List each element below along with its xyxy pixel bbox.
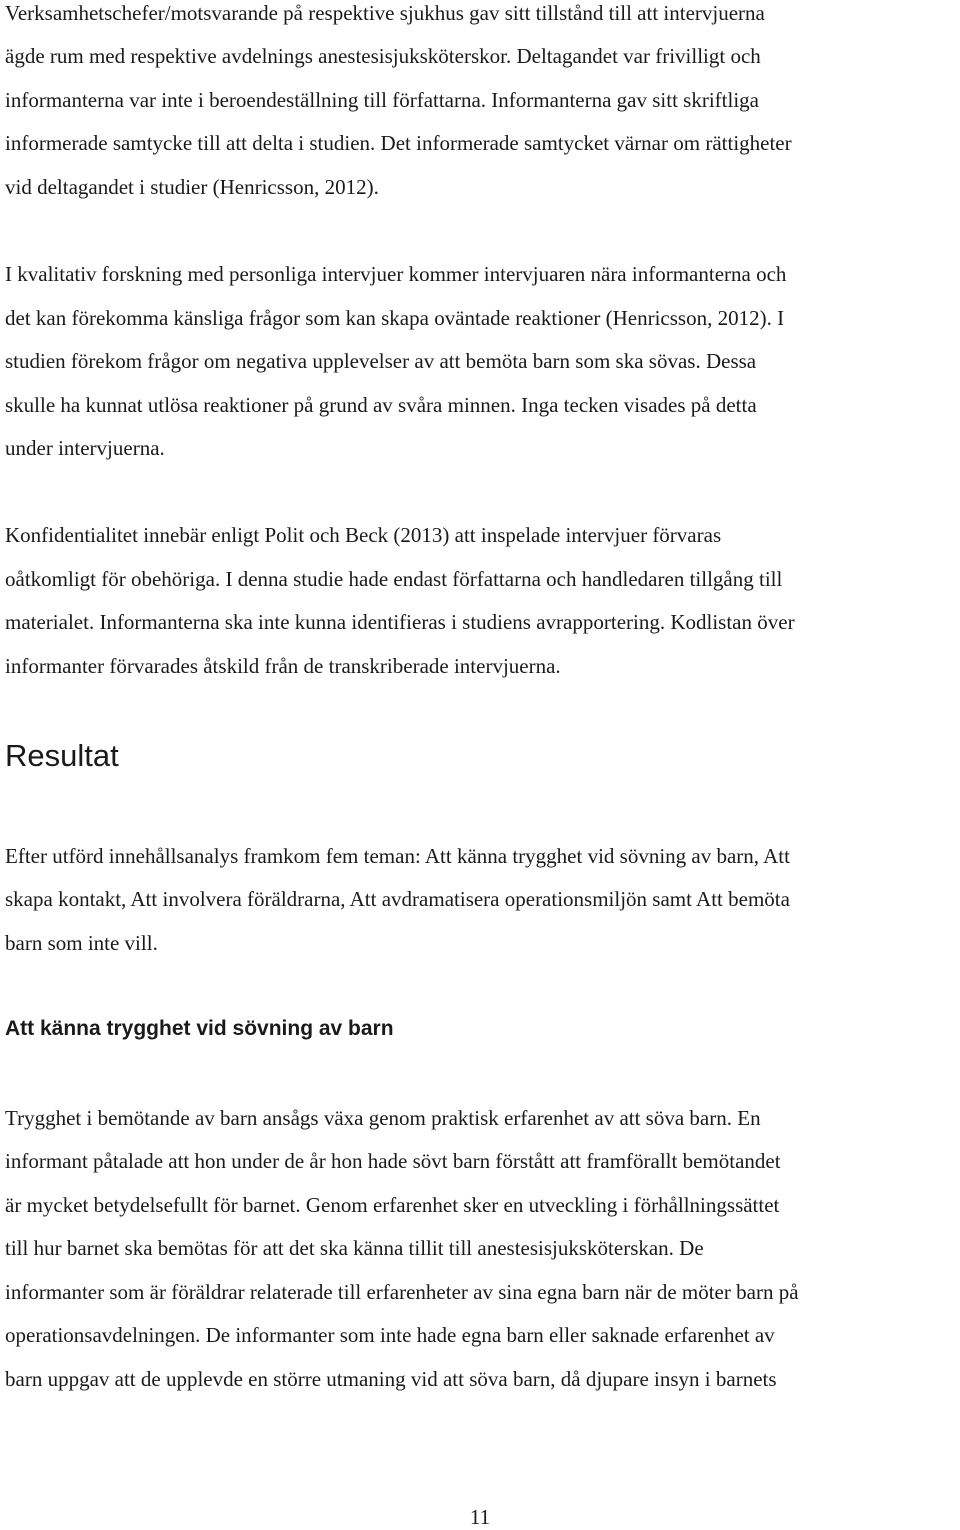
text-line: I kvalitativ forskning med personliga intervjuer kommer intervjuaren nära informanterna och <box>5 262 787 286</box>
subsection-heading-trygghet: Att känna trygghet vid sövning av barn <box>5 1017 394 1040</box>
text-line: operationsavdelningen. De informanter som inte hade egna barn eller saknade erfarenhet av <box>5 1323 775 1347</box>
text-line: vid deltagandet i studier (Henricsson, 2012). <box>5 175 379 199</box>
text-line: är mycket betydelsefullt för barnet. Genom erfarenhet sker en utveckling i förhållningssättet <box>5 1193 780 1217</box>
text-line: till hur barnet ska bemötas för att det ska känna tillit till anestesisjuksköterskan. De <box>5 1236 704 1260</box>
text-line: oåtkomligt för obehöriga. I denna studie hade endast författarna och handledaren tillgång till <box>5 567 783 591</box>
text-line: informerade samtycke till att delta i studien. Det informerade samtycket värnar om rättigheter <box>5 131 792 155</box>
text-line: barn som inte vill. <box>5 931 158 955</box>
text-line: materialet. Informanterna ska inte kunna identifieras i studiens avrapportering. Kodlistan över <box>5 610 795 634</box>
text-line: ägde rum med respektive avdelnings anestesisjuksköterskor. Deltagandet var frivilligt och <box>5 44 761 68</box>
text-line: informanterna var inte i beroendeställning till författarna. Informanterna gav sitt skriftliga <box>5 88 759 112</box>
text-line: under intervjuerna. <box>5 436 165 460</box>
section-heading-resultat: Resultat <box>5 738 119 773</box>
text-line: skapa kontakt, Att involvera föräldrarna, Att avdramatisera operationsmiljön samt Att bemöta <box>5 887 790 911</box>
text-line: informanter förvarades åtskild från de transkriberade intervjuerna. <box>5 654 561 678</box>
text-line: Trygghet i bemötande av barn ansågs växa genom praktisk erfarenhet av att söva barn. En <box>5 1106 761 1130</box>
text-line: informanter som är föräldrar relaterade till erfarenheter av sina egna barn när de möter barn på <box>5 1280 799 1304</box>
text-line: studien förekom frågor om negativa upplevelser av att bemöta barn som ska sövas. Dessa <box>5 349 757 373</box>
page-number: 11 <box>469 1505 491 1529</box>
text-line: Konfidentialitet innebär enligt Polit och Beck (2013) att inspelade intervjuer förvaras <box>5 523 722 547</box>
text-line: Efter utförd innehållsanalys framkom fem teman: Att känna trygghet vid sövning av barn, Att <box>5 844 790 868</box>
text-line: det kan förekomma känsliga frågor som kan skapa oväntade reaktioner (Henricsson, 2012). I <box>5 306 785 330</box>
text-line: Verksamhetschefer/motsvarande på respektive sjukhus gav sitt tillstånd till att intervjuerna <box>5 1 765 25</box>
text-line: skulle ha kunnat utlösa reaktioner på grund av svåra minnen. Inga tecken visades på detta <box>5 393 757 417</box>
text-line: informant påtalade att hon under de år hon hade sövt barn förstått att framförallt bemötandet <box>5 1149 781 1173</box>
text-line: barn uppgav att de upplevde en större utmaning vid att söva barn, då djupare insyn i barnets <box>5 1367 777 1391</box>
